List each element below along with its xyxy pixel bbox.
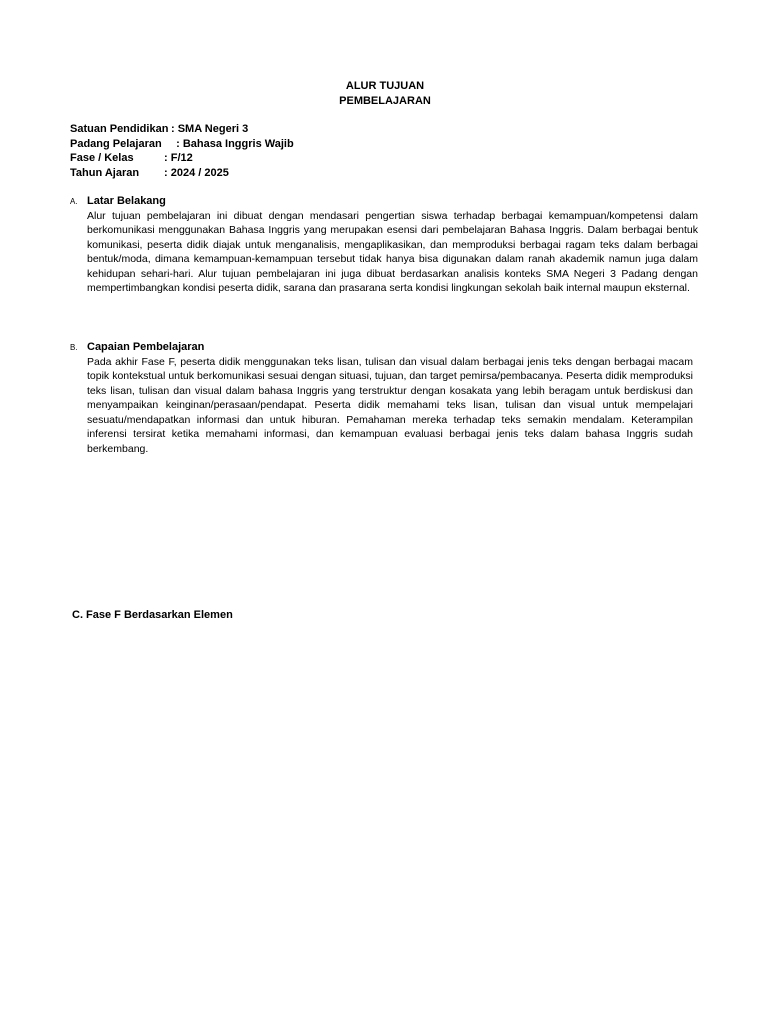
info-row-padang-pelajaran [70, 137, 294, 152]
document-info-block [70, 122, 294, 180]
info-value: : SMA Negeri 3 [171, 123, 249, 135]
document-title [0, 79, 768, 108]
section-heading-fase-f: C. Fase F Berdasarkan Elemen [72, 609, 233, 621]
info-value: : Bahasa Inggris Wajib [170, 137, 294, 150]
info-label: Padang Pelajaran [70, 137, 162, 150]
section-title: Latar Belakang [87, 195, 166, 207]
title-line-2: PEMBELAJARAN [339, 94, 431, 107]
section-capaian-pembelajaran [70, 340, 693, 456]
info-label: Satuan Pendidikan [70, 123, 169, 135]
section-heading [70, 194, 698, 209]
section-body: Alur tujuan pembelajaran ini dibuat dengan mendasari pengertian siswa terhadap berbagai kemampuan/kompetensi dalam berkomunikasi menggunakan Bahasa Inggris yang merupakan esensi dari pembelajaran Bahasa Inggris. Dalam berbagai bentuk komunikasi, peserta didik diajak untuk menganalisis, mengaplikasikan, dan memproduksi berbagai ragam teks dalam berbagai bentuk/moda, dimana kemampuan-kemampuan tersebut tidak hanya bisa digunakan dalam ranah akademik namun juga dalam kehidupan sehari-hari. Alur tujuan pembelajaran ini juga dibuat berdasarkan analisis konteks SMA Negeri 3 Padang dengan mempertimbangkan kondisi peserta didik, sarana dan prasarana serta kondisi lingkungan sekolah baik internal maupun eksternal. [87, 209, 698, 294]
info-row-satuan-pendidikan [70, 122, 294, 137]
section-body: Pada akhir Fase F, peserta didik menggunakan teks lisan, tulisan dan visual dalam berbagai jenis teks dengan berbagai macam topik kontekstual untuk berkomunikasi sesuai dengan situasi, tujuan, dan target pemirsa/pembacanya. Peserta didik memproduksi teks lisan, tulisan dan visual dalam bahasa Inggris yang terstruktur dengan kosakata yang lebih beragam untuk berdiskusi dan menyampaikan keinginan/perasaan/pendapat. Peserta didik memahami teks lisan, tulisan dan visual untuk mempelajari sesuatu/mendapatkan informasi dan untuk hiburan. Pemahaman mereka terhadap teks semakin mendalam. Keterampilan inferensi tersirat ketika memahami informasi, dan kemampuan evaluasi berbagai jenis teks dalam bahasa Inggris sudah berkembang. [87, 355, 693, 455]
section-title: Capaian Pembelajaran [87, 341, 205, 353]
info-row-tahun-ajaran [70, 166, 294, 181]
section-letter: A. [70, 197, 78, 206]
title-line-1: ALUR TUJUAN [345, 80, 425, 92]
section-heading [70, 340, 693, 355]
info-row-fase-kelas [70, 151, 294, 166]
info-label: Fase / Kelas [70, 152, 134, 164]
section-letter: B. [70, 343, 78, 352]
info-value: : 2024 / 2025 [164, 166, 229, 179]
info-label: Tahun Ajaran [70, 166, 140, 179]
info-value: : F/12 [164, 152, 193, 164]
section-latar-belakang [70, 194, 698, 296]
